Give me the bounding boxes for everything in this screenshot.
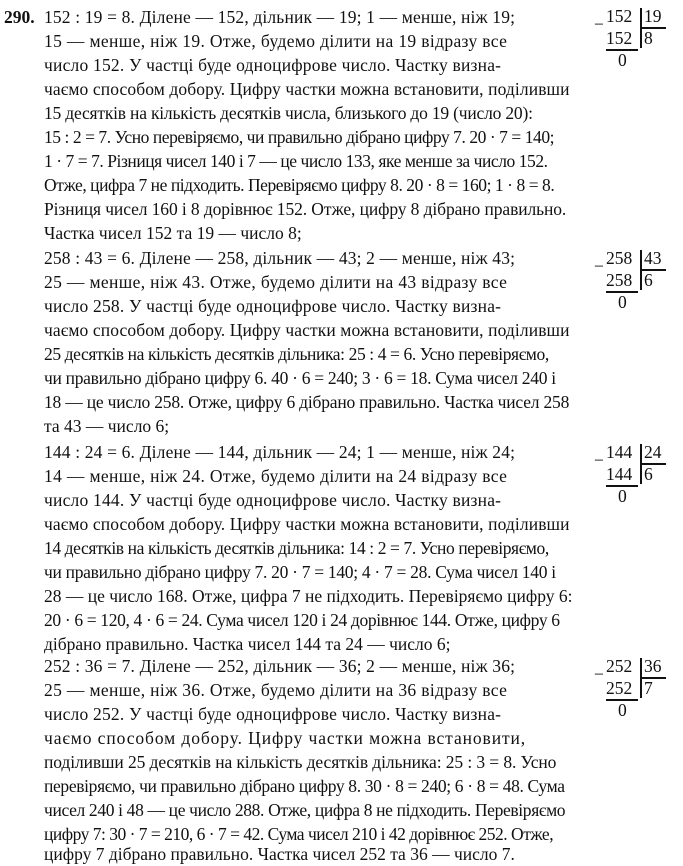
subtraction-underline	[606, 49, 638, 51]
text-line: чи правильно дібрано цифру 6. 40 · 6 = 240; 3 · 6 = 18. Сума чисел 240 і	[44, 368, 556, 388]
text-line: 152 : 19 = 8. Ділене — 152, дільник — 19; 1 — менше, ніж 19;	[44, 7, 516, 27]
quotient: 7	[644, 678, 653, 698]
subtrahend: 152	[606, 28, 633, 48]
long-division-144-by-24	[594, 442, 680, 512]
text-line: чаємо способом добору. Цифру частки можна встановити,	[44, 728, 527, 748]
subtrahend: 258	[606, 270, 633, 290]
text-line: 1 · 7 = 7. Різниця чисел 140 і 7 — це число 133, яке менше за число 152.	[44, 151, 548, 171]
text-line: 144 : 24 = 6. Ділене — 144, дільник — 24; 1 — менше, ніж 24;	[44, 442, 516, 462]
dividend: 152	[606, 6, 633, 26]
quotient-underline	[640, 463, 666, 465]
divisor: 43	[644, 248, 662, 268]
divisor: 19	[644, 6, 662, 26]
minus-sign: −	[594, 256, 604, 276]
text-line: чаємо способом добору. Цифру частки можна встановити, поділивши	[44, 79, 570, 99]
text-line: 20 · 6 = 120, 4 · 6 = 24. Сума чисел 120 і 24 дорівнює 144. Отже, цифру 6	[44, 610, 560, 630]
subtrahend: 252	[606, 678, 633, 698]
text-line: чаємо способом добору. Цифру частки можна встановити, поділивши	[44, 514, 570, 534]
quotient: 6	[644, 464, 653, 484]
dividend: 252	[606, 656, 633, 676]
long-division-152-by-19	[594, 6, 680, 76]
dividend: 144	[606, 442, 633, 462]
text-line: число 144. У частці буде одноцифрове число. Частку визна-	[44, 490, 502, 510]
divisor: 24	[644, 442, 662, 462]
text-line: та 43 — число 6;	[44, 416, 170, 436]
text-line: 15 десятків на кількість десятків числа, близького до 19 (число 20):	[44, 103, 533, 123]
text-line: чаємо способом добору. Цифру частки можна встановити, поділивши	[44, 320, 570, 340]
subtraction-underline	[606, 485, 638, 487]
long-division-258-by-43	[594, 248, 680, 318]
quotient: 6	[644, 270, 653, 290]
text-line: 252 : 36 = 7. Ділене — 252, дільник — 36; 2 — менше, ніж 36;	[44, 656, 516, 676]
text-line: 25 — менше, ніж 36. Отже, будемо ділити на 36 відразу все	[44, 680, 508, 700]
quotient-underline	[640, 269, 666, 271]
dividend: 258	[606, 248, 633, 268]
text-line: Різниця чисел 160 і 8 дорівнює 152. Отже, цифру 8 дібрано правильно.	[44, 199, 567, 219]
text-line: 25 — менше, ніж 43. Отже, будемо ділити на 43 відразу все	[44, 272, 508, 292]
text-line: перевіряємо, чи правильно дібрано цифру 8. 30 · 8 = 240; 6 · 8 = 48. Сума	[44, 776, 565, 796]
quotient-underline	[640, 677, 666, 679]
minus-sign: −	[594, 450, 604, 470]
text-line: Частка чисел 152 та 19 — число 8;	[44, 223, 302, 243]
text-line: цифру 7 дібрано правильно. Частка чисел 252 та 36 — число 7.	[44, 844, 515, 864]
quotient: 8	[644, 28, 653, 48]
remainder: 0	[618, 486, 627, 506]
text-line: дібрано правильно. Частка чисел 144 та 24 — число 6;	[44, 634, 451, 654]
minus-sign: −	[594, 664, 604, 684]
text-line: поділивши 25 десятків на кількість десятків дільника: 25 : 3 = 8. Усно	[44, 752, 557, 772]
text-line: число 252. У частці буде одноцифрове число. Частку визна-	[44, 704, 502, 724]
text-line: Отже, цифра 7 не підходить. Перевіряємо цифру 8. 20 · 8 = 160; 1 · 8 = 8.	[44, 175, 555, 195]
remainder: 0	[618, 292, 627, 312]
subtrahend: 144	[606, 464, 633, 484]
text-line: 14 десятків на кількість десятків дільника: 14 : 2 = 7. Усно перевіряємо,	[44, 538, 549, 558]
text-line: 28 — це число 168. Отже, цифра 7 не підходить. Перевіряємо цифру 6:	[44, 586, 573, 606]
text-line: 25 десятків на кількість десятків дільника: 25 : 4 = 6. Усно перевіряємо,	[44, 344, 549, 364]
text-line: 18 — це число 258. Отже, цифру 6 дібрано правильно. Частка чисел 258	[44, 392, 570, 412]
minus-sign: −	[594, 14, 604, 34]
text-line: 258 : 43 = 6. Ділене — 258, дільник — 43; 2 — менше, ніж 43;	[44, 248, 516, 268]
remainder: 0	[618, 50, 627, 70]
quotient-underline	[640, 27, 666, 29]
text-line: число 152. У частці буде одноцифрове число. Частку визна-	[44, 55, 502, 75]
text-line: чисел 240 і 48 — це число 288. Отже, цифра 8 не підходить. Перевіряємо	[44, 800, 566, 820]
text-line: 15 — менше, ніж 19. Отже, будемо ділити на 19 відразу все	[44, 31, 508, 51]
exercise-number: 290.	[4, 7, 35, 27]
text-line: 15 : 2 = 7. Усно перевіряємо, чи правильно дібрано цифру 7. 20 · 7 = 140;	[44, 127, 555, 147]
remainder: 0	[618, 700, 627, 720]
text-line: чи правильно дібрано цифру 7. 20 · 7 = 140; 4 · 7 = 28. Сума чисел 140 і	[44, 562, 556, 582]
subtraction-underline	[606, 291, 638, 293]
text-line: число 258. У частці буде одноцифрове число. Частку визна-	[44, 296, 502, 316]
long-division-252-by-36	[594, 656, 680, 726]
text-line: 14 — менше, ніж 24. Отже, будемо ділити на 24 відразу все	[44, 466, 508, 486]
divisor: 36	[644, 656, 662, 676]
text-line: цифру 7: 30 · 7 = 210, 6 · 7 = 42. Сума чисел 210 і 42 дорівнює 252. Отже,	[44, 824, 554, 844]
subtraction-underline	[606, 699, 638, 701]
